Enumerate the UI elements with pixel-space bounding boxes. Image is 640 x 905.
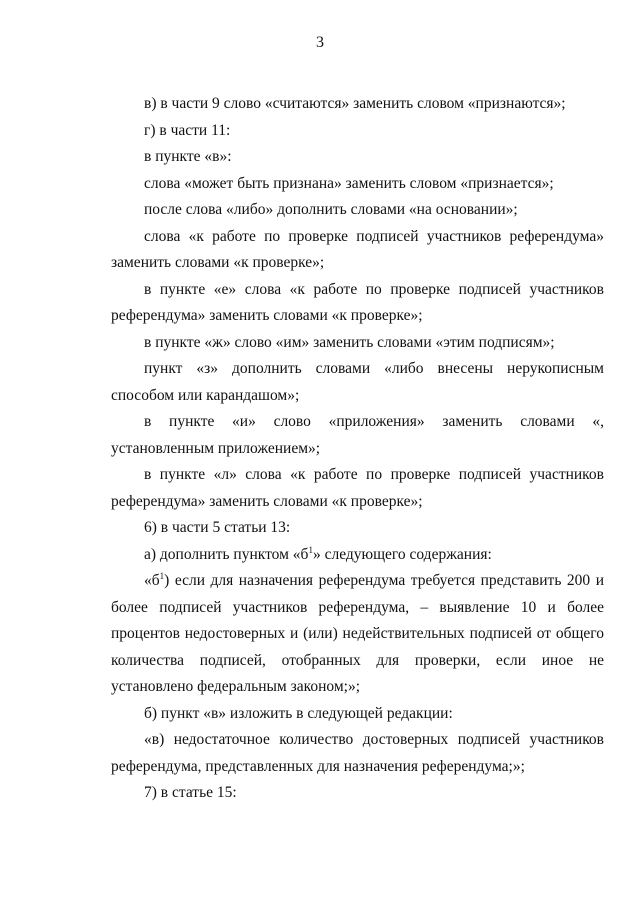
text-after: » следующего содержания: <box>312 545 492 563</box>
paragraph: слова «может быть признана» заменить словом «признается»; <box>144 174 554 192</box>
paragraph: 6) в части 5 статьи 13: <box>144 519 291 536</box>
paragraph <box>111 542 604 569</box>
document-body <box>111 91 604 807</box>
paragraph: слова «к работе по проверке подписей участников референдума» заменить словами «к проверке»; <box>111 227 604 271</box>
superscript: 1 <box>159 570 165 581</box>
paragraph: в) в части 9 слово «считаются» заменить словом «признаются»; <box>144 95 566 112</box>
paragraph: в пункте «л» слова «к работе по проверке подписей участников референдума» заменить словами «к проверке»; <box>111 466 604 510</box>
text-before: а) дополнить пунктом «б <box>144 545 309 563</box>
text-after: ) если для назначения референдума требуется представить 200 и более подписей участников референдума, – выявление 10 и более процентов недостоверных и (или) недействительных подписей от общего количества подписей, отобранных для проверки, если иное не установлено федеральным законом;»; <box>111 572 604 695</box>
paragraph: пункт «з» дополнить словами «либо внесены нерукописным способом или карандашом»; <box>111 360 604 404</box>
paragraph: в пункте «е» слова «к работе по проверке подписей участников референдума» заменить словами «к проверке»; <box>111 280 604 324</box>
superscript: 1 <box>308 544 313 555</box>
paragraph: в пункте «ж» слово «им» заменить словами «этим подписям»; <box>144 333 555 351</box>
paragraph: в пункте «и» слово «приложения» заменить словами «, установленным приложением»; <box>111 413 604 457</box>
paragraph: после слова «либо» дополнить словами «на основании»; <box>144 201 518 218</box>
paragraph: г) в части 11: <box>144 121 231 139</box>
paragraph: «в) недостаточное количество достоверных подписей участников референдума, представленных для назначения референдума;»; <box>111 731 604 775</box>
text-before: «б <box>144 572 160 589</box>
paragraph <box>111 568 604 701</box>
paragraph: 7) в статье 15: <box>144 784 237 801</box>
paragraph: б) пункт «в» изложить в следующей редакции: <box>144 704 453 722</box>
paragraph: в пункте «в»: <box>144 148 232 165</box>
page-number: 3 <box>316 34 324 51</box>
